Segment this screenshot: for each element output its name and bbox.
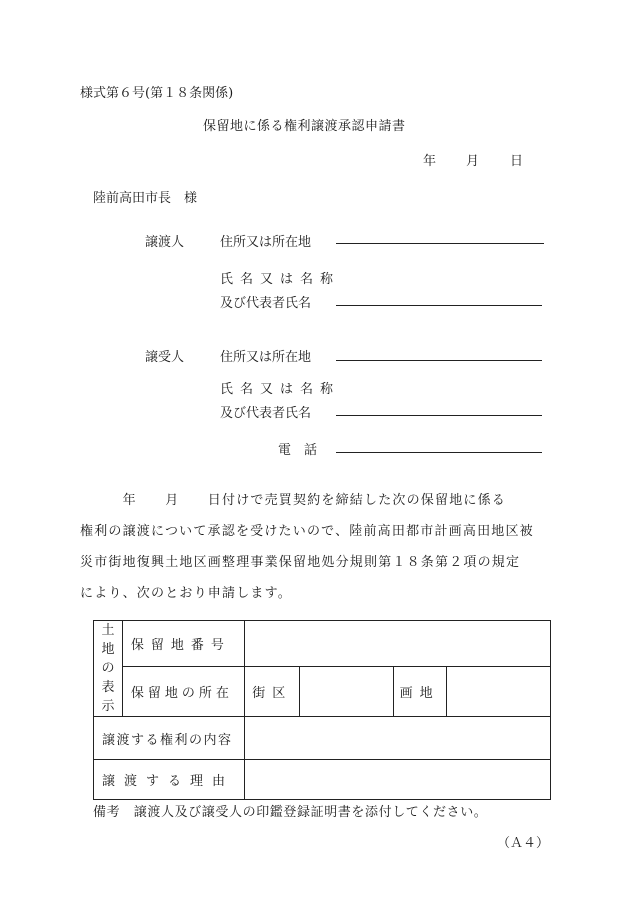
document-title: 保留地に係る権利譲渡承認申請書: [203, 119, 406, 134]
transfer-reason-label: 譲渡する理由: [94, 760, 245, 800]
land-header-char: の: [101, 661, 115, 676]
transferor-name-label: 氏名又は名称: [220, 272, 341, 287]
form-number: 様式第６号(第１８条関係): [80, 86, 234, 101]
transfer-reason-field[interactable]: [245, 760, 551, 800]
transferor-name-line[interactable]: [336, 305, 542, 306]
body-line-1: 年 月 日付けで売買契約を締結した次の保留地に係る: [80, 493, 507, 508]
block-field[interactable]: [300, 666, 393, 716]
date-month: 月: [466, 154, 480, 169]
land-header-char: 示: [101, 699, 115, 714]
rights-content-label: 譲渡する権利の内容: [94, 717, 245, 760]
body-line-3: 災市街地復興土地区画整理事業保留地処分規則第１８条第２項の規定: [80, 555, 521, 570]
rights-content-field[interactable]: [245, 717, 551, 760]
parcel-label: 画地: [393, 666, 446, 716]
block-label: 街区: [245, 666, 300, 716]
lot-location-label: 保留地の所在: [122, 666, 244, 716]
paper-size: （Ａ４）: [497, 836, 550, 851]
transferor-role: 譲渡人: [145, 235, 185, 250]
date-day: 日: [510, 154, 524, 169]
date-year: 年: [423, 154, 437, 169]
addressee: 陸前高田市長 様: [93, 191, 198, 206]
land-header-char: 土: [101, 623, 115, 638]
transferee-address-label: 住所又は所在地: [220, 350, 312, 365]
transferee-representative-label: 及び代表者氏名: [220, 406, 312, 421]
transferee-name-line[interactable]: [336, 415, 542, 416]
phone-label: 電 話: [278, 443, 318, 458]
transferor-address-label: 住所又は所在地: [220, 235, 312, 250]
remarks-note: 備考 譲渡人及び譲受人の印鑑登録証明書を添付してください。: [93, 805, 488, 820]
parcel-field[interactable]: [446, 666, 551, 716]
transferor-address-line[interactable]: [336, 243, 544, 244]
transferee-address-line[interactable]: [336, 360, 542, 361]
transferee-role: 譲受人: [145, 350, 185, 365]
land-display-header: [94, 621, 123, 717]
body-line-4: により、次のとおり申請します。: [80, 586, 292, 601]
phone-line[interactable]: [336, 452, 542, 453]
lot-number-label: 保留地番号: [122, 621, 244, 667]
land-header-char: 表: [101, 680, 115, 695]
lot-number-field[interactable]: [245, 621, 551, 667]
transferee-name-label: 氏名又は名称: [220, 382, 341, 397]
land-details-table: [93, 620, 551, 800]
land-header-char: 地: [101, 642, 115, 657]
body-line-2: 権利の譲渡について承認を受けたいので、陸前高田都市計画高田地区被: [80, 524, 534, 539]
transferor-representative-label: 及び代表者氏名: [220, 296, 312, 311]
